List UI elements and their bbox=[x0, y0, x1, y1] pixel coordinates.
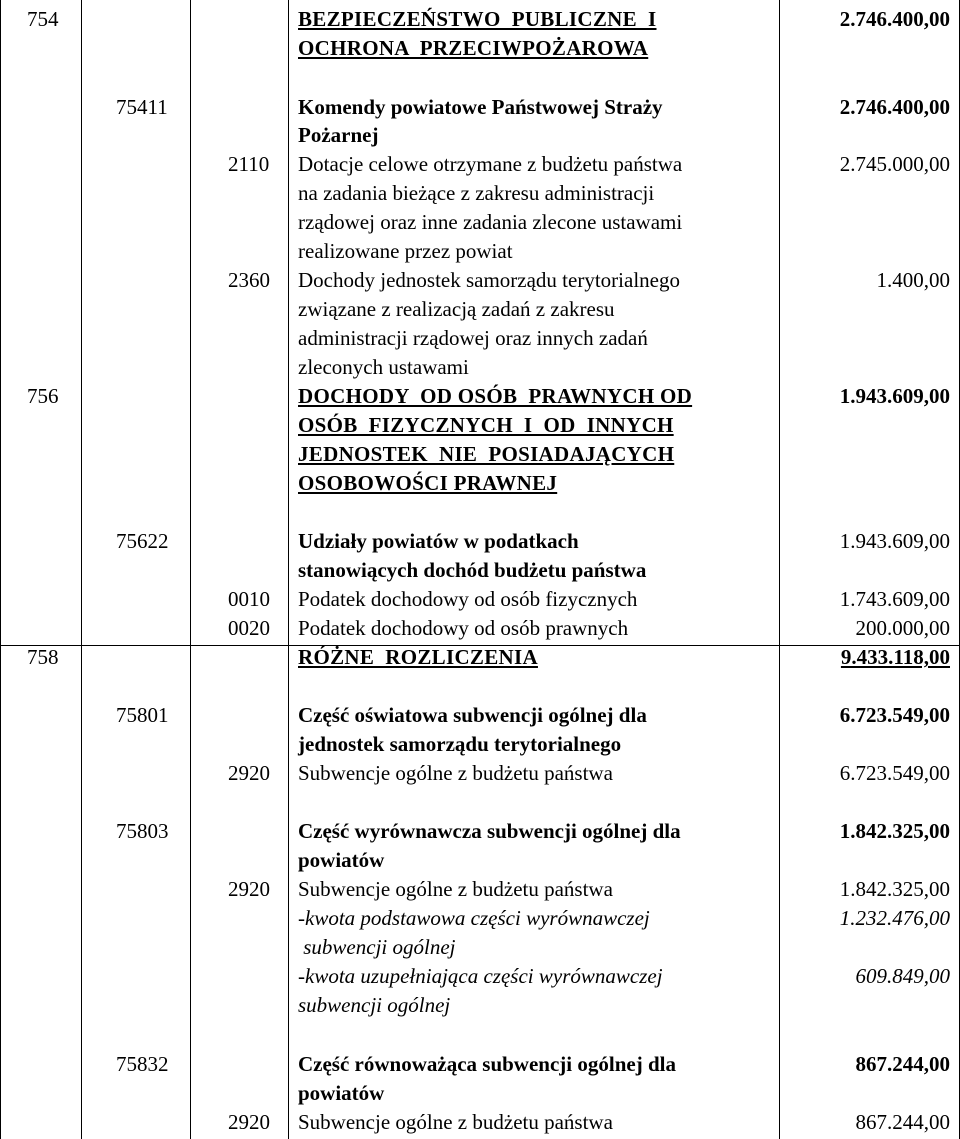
note-amount: 609.849,00 bbox=[855, 964, 950, 988]
rozdzial-title-line: powiatów bbox=[298, 848, 385, 872]
column-divider-dzial bbox=[81, 0, 82, 1139]
paragraf-code: 2920 bbox=[228, 761, 270, 785]
paragraf-text-line: rządowej oraz inne zadania zlecone ustawami bbox=[298, 210, 683, 234]
dzial-title-line: BEZPIECZEŃSTWO PUBLICZNE I bbox=[298, 7, 657, 31]
rozdzial-code: 75801 bbox=[116, 703, 169, 727]
rozdzial-title-line: Część wyrównawcza subwencji ogólnej dla bbox=[298, 819, 681, 843]
paragraf-text-line: Podatek dochodowy od osób prawnych bbox=[298, 616, 629, 640]
paragraf-text-line: na zadania bieżące z zakresu administracji bbox=[298, 181, 655, 205]
table-border-left bbox=[0, 0, 1, 1139]
paragraf-amount: 6.723.549,00 bbox=[839, 761, 950, 785]
rozdzial-title-line: stanowiących dochód budżetu państwa bbox=[298, 558, 647, 582]
rozdzial-amount: 1.943.609,00 bbox=[839, 529, 950, 553]
paragraf-text-line: zleconych ustawami bbox=[298, 355, 469, 379]
paragraf-code: 2110 bbox=[228, 152, 270, 176]
paragraf-code: 0010 bbox=[228, 587, 270, 611]
dzial-title-line: OSOBOWOŚCI PRAWNEJ bbox=[298, 471, 558, 495]
paragraf-amount: 1.842.325,00 bbox=[839, 877, 950, 901]
note-text-line: subwencji ogólnej bbox=[298, 935, 456, 959]
rozdzial-title-line: powiatów bbox=[298, 1081, 385, 1105]
rozdzial-amount: 6.723.549,00 bbox=[839, 703, 950, 727]
rozdzial-code: 75622 bbox=[116, 529, 169, 553]
rozdzial-title-line: Komendy powiatowe Państwowej Straży bbox=[298, 95, 663, 119]
paragraf-text-line: związane z realizacją zadań z zakresu bbox=[298, 297, 615, 321]
note-amount: 1.232.476,00 bbox=[839, 906, 950, 930]
paragraf-text-line: Subwencje ogólne z budżetu państwa bbox=[298, 1110, 613, 1134]
paragraf-code: 2920 bbox=[228, 1110, 270, 1134]
column-divider-rozdzial bbox=[190, 0, 191, 1139]
rozdzial-title-line: Pożarnej bbox=[298, 123, 379, 147]
paragraf-amount: 1.743.609,00 bbox=[839, 587, 950, 611]
rozdzial-amount: 2.746.400,00 bbox=[839, 95, 950, 119]
paragraf-code: 0020 bbox=[228, 616, 270, 640]
paragraf-text-line: Subwencje ogólne z budżetu państwa bbox=[298, 761, 613, 785]
paragraf-text-line: Dochody jednostek samorządu terytorialnego bbox=[298, 268, 680, 292]
rozdzial-title-line: Udziały powiatów w podatkach bbox=[298, 529, 579, 553]
paragraf-text-line: Podatek dochodowy od osób fizycznych bbox=[298, 587, 638, 611]
note-text-line: -kwota uzupełniająca części wyrównawczej bbox=[298, 964, 663, 988]
paragraf-text-line: realizowane przez powiat bbox=[298, 239, 513, 263]
rozdzial-code: 75411 bbox=[116, 95, 168, 119]
paragraf-code: 2360 bbox=[228, 268, 270, 292]
rozdzial-amount: 1.842.325,00 bbox=[839, 819, 950, 843]
rozdzial-code: 75832 bbox=[116, 1052, 169, 1076]
dzial-amount: 2.746.400,00 bbox=[839, 7, 950, 31]
dzial-code: 756 bbox=[27, 384, 59, 408]
dzial-amount: 1.943.609,00 bbox=[839, 384, 950, 408]
dzial-code: 754 bbox=[27, 7, 59, 31]
note-text-line: subwencji ogólnej bbox=[298, 993, 451, 1017]
dzial-title-line: OCHRONA PRZECIWPOŻAROWA bbox=[298, 36, 649, 60]
dzial-title-line: DOCHODY OD OSÓB PRAWNYCH OD bbox=[298, 384, 693, 408]
paragraf-amount: 200.000,00 bbox=[855, 616, 950, 640]
column-divider-tresc bbox=[779, 0, 780, 1139]
paragraf-text-line: Subwencje ogólne z budżetu państwa bbox=[298, 877, 613, 901]
dzial-title-line: RÓŻNE ROZLICZENIA bbox=[298, 645, 538, 669]
paragraf-text-line: Dotacje celowe otrzymane z budżetu państwa bbox=[298, 152, 683, 176]
column-divider-paragraf bbox=[288, 0, 289, 1139]
paragraf-amount: 2.745.000,00 bbox=[839, 152, 950, 176]
paragraf-amount: 1.400,00 bbox=[876, 268, 950, 292]
rozdzial-title-line: Część równoważąca subwencji ogólnej dla bbox=[298, 1052, 676, 1076]
dzial-title-line: JEDNOSTEK NIE POSIADAJĄCYCH bbox=[298, 442, 675, 466]
note-text-line: -kwota podstawowa części wyrównawczej bbox=[298, 906, 650, 930]
rozdzial-title-line: jednostek samorządu terytorialnego bbox=[298, 732, 622, 756]
paragraf-code: 2920 bbox=[228, 877, 270, 901]
rozdzial-title-line: Część oświatowa subwencji ogólnej dla bbox=[298, 703, 647, 727]
rozdzial-code: 75803 bbox=[116, 819, 169, 843]
dzial-code: 758 bbox=[27, 645, 59, 669]
dzial-title-line: OSÓB FIZYCZNYCH I OD INNYCH bbox=[298, 413, 674, 437]
rozdzial-amount: 867.244,00 bbox=[855, 1052, 950, 1076]
paragraf-text-line: administracji rządowej oraz innych zadań bbox=[298, 326, 648, 350]
dzial-amount: 9.433.118,00 bbox=[840, 645, 950, 669]
paragraf-amount: 867.244,00 bbox=[855, 1110, 950, 1134]
